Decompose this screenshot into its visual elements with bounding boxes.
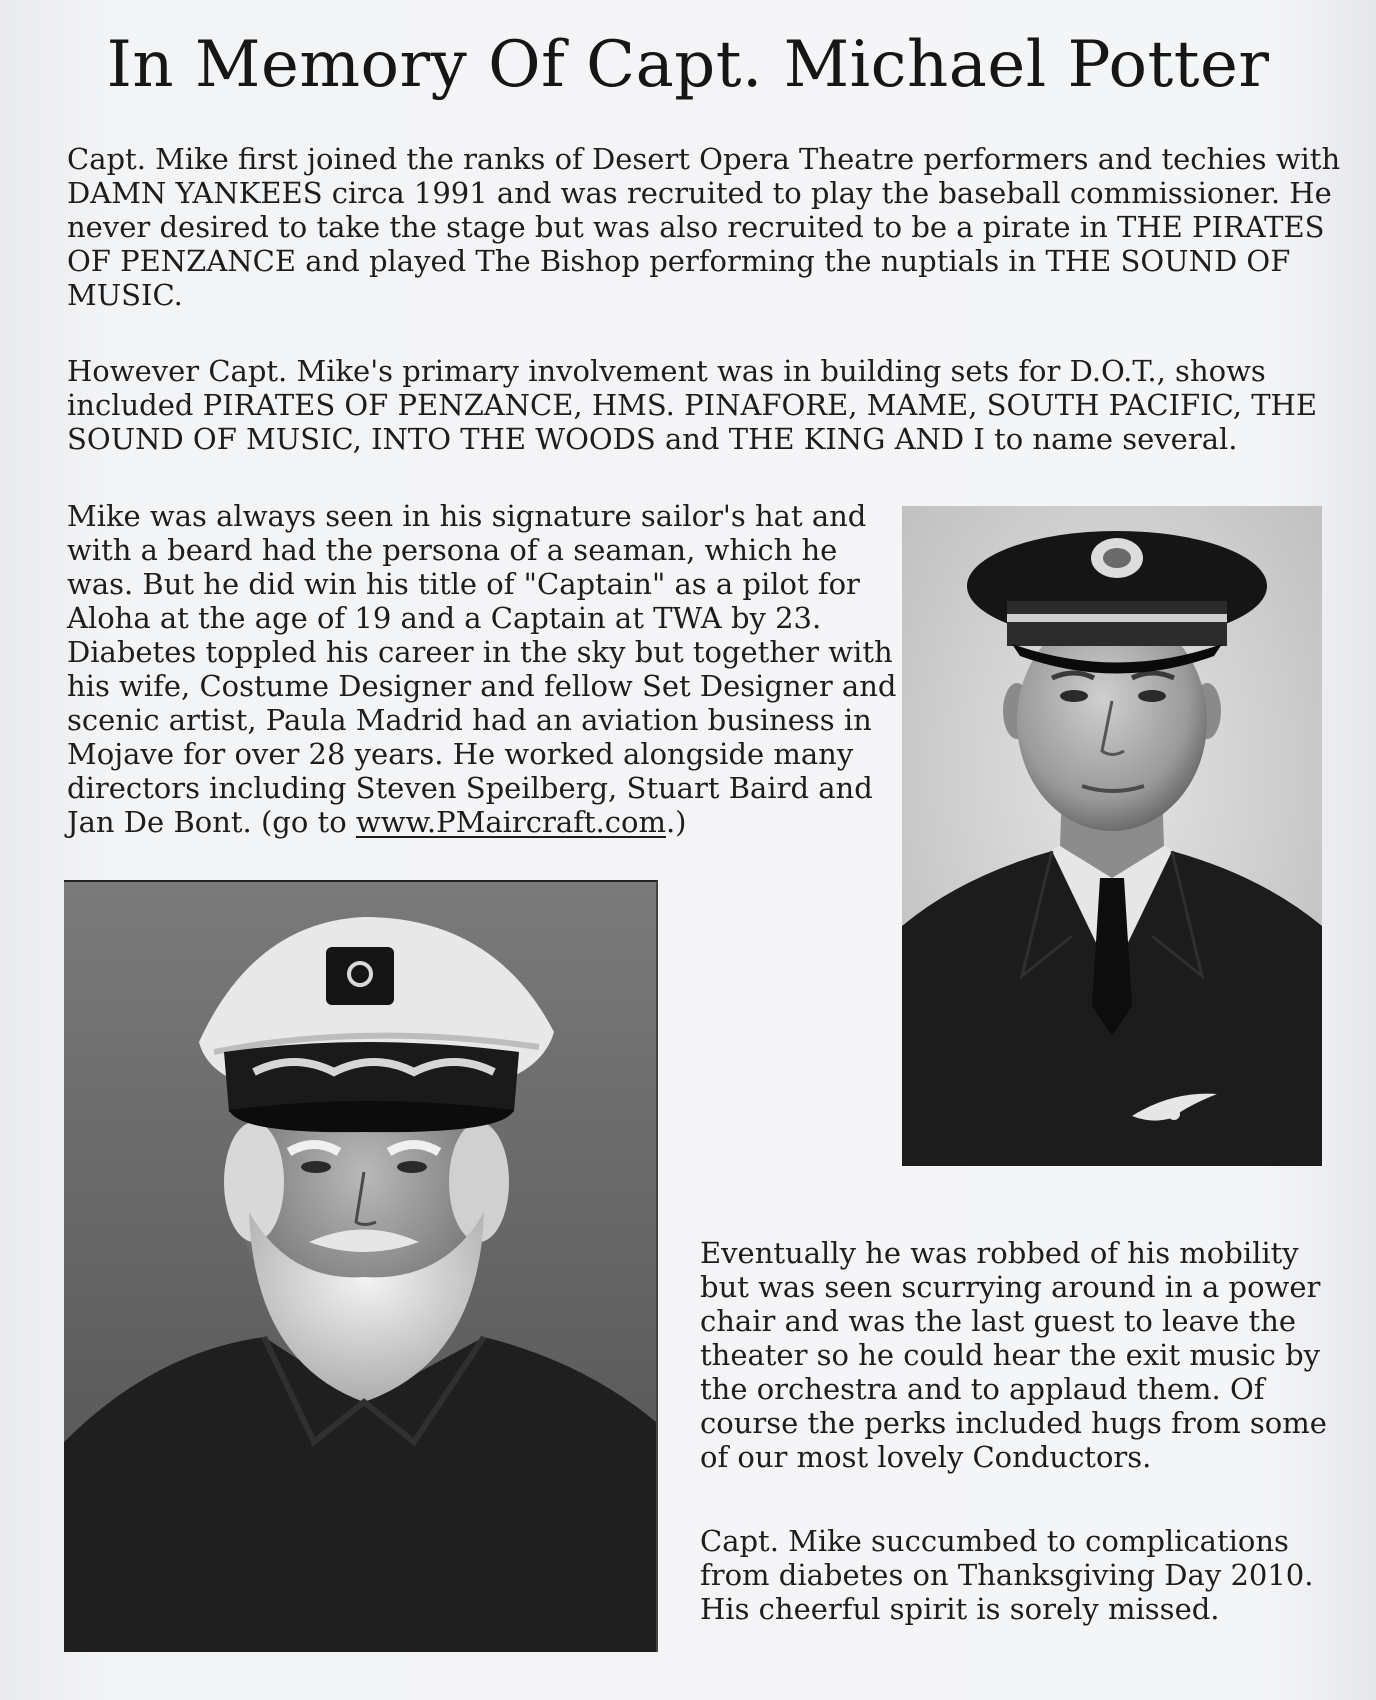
paragraph-set-building: However Capt. Mike's primary involvement was in building sets for D.O.T., shows included PIRATES OF PENZANCE, HMS. PINAFORE, MAME, SOUTH PACIFIC, THE SOUND OF MUSIC, INTO THE WOODS and THE KING AND I to name several.: [67, 354, 1318, 456]
pmaircraft-link[interactable]: www.PMaircraft.com: [355, 805, 666, 839]
pilot-portrait-photo: [902, 506, 1322, 1166]
captain-portrait-photo: [64, 880, 658, 1652]
paragraph-mobility: Eventually he was robbed of his mobility but was seen scurrying around in a power chair and was the last guest to leave the theater so he could hear the exit music by the orchestra and to applaud them. Of course the perks included hugs from some of our most lovely Conductors.: [700, 1236, 1327, 1474]
paragraph-pilot-career-text: Mike was always seen in his signature sailor's hat and with a beard had the persona of a seaman, which he was. But he did win his title of "Captain" as a pilot for Aloha at the age of 19 and a Captain at TWA by 23. Diabetes toppled his career in the sky but together with his wife, Costume Designer and fellow Set Designer and scenic artist, Paula Madrid had an aviation business in Mojave for over 28 years. He worked alongside many directors including Steven Speilberg, Stuart Baird and Jan De Bont. (go to: [67, 499, 897, 839]
page-title: In Memory Of Capt. Michael Potter: [106, 28, 1270, 102]
paragraph-early-roles: Capt. Mike first joined the ranks of Desert Opera Theatre performers and techies with DAMN YANKEES circa 1991 and was recruited to play the baseball commissioner. He never desired to take the stage but was also recruited to be a pirate in THE PIRATES OF PENZANCE and played The Bishop performing the nuptials in THE SOUND OF MUSIC.: [67, 142, 1341, 312]
paragraph-pilot-career: [67, 499, 902, 839]
paragraph-pilot-career-end: .): [665, 805, 687, 839]
paragraph-passing: Capt. Mike succumbed to complications from diabetes on Thanksgiving Day 2010. His cheerful spirit is sorely missed.: [700, 1524, 1314, 1626]
